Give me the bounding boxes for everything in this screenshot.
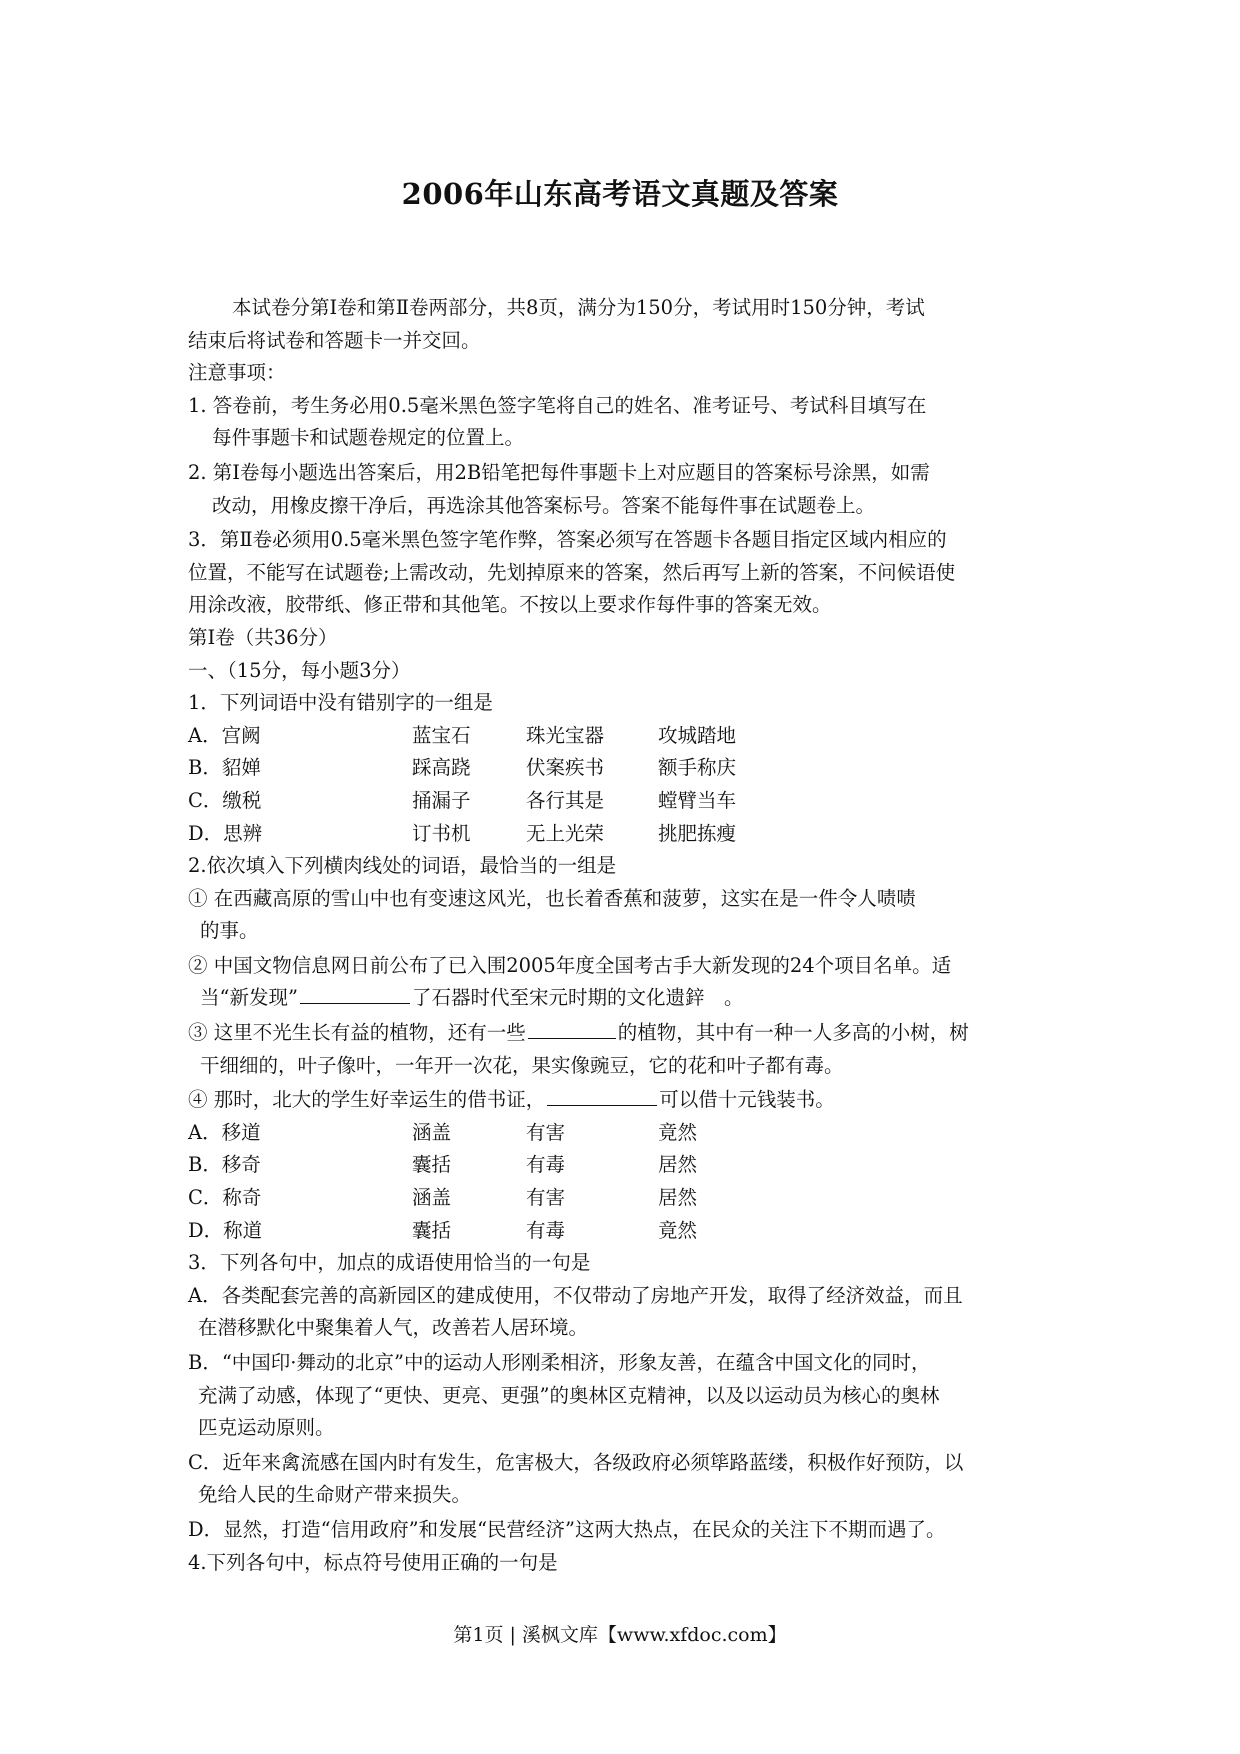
- part-heading: 一、（15分，每小题3分）: [188, 658, 411, 682]
- option-row: [188, 818, 1068, 851]
- notice-heading: 注意事项：: [188, 361, 286, 385]
- notice-item-cont: 位置，不能写在试题卷;上需改动，先划掉原来的答案，然后再写上新的答案，不问候语使: [188, 560, 956, 584]
- option-line: A．各类配套完善的高新园区的建成使用，不仅带动了房地产开发，取得了经济效益，而且: [188, 1283, 963, 1307]
- option-line-cont: 匹克运动原则。: [198, 1416, 335, 1440]
- sentence-line: [188, 1084, 1068, 1117]
- sentence-line-cont: [188, 982, 1068, 1015]
- intro-line: 结束后将试卷和答题卡一并交回。: [188, 328, 481, 352]
- option-cell: B．貂婵: [188, 756, 261, 780]
- notice-item-cont: 改动，用橡皮擦干净后，再选涂其他答案标号。答案不能每件事在试题卷上。: [212, 493, 876, 517]
- option-row: [188, 720, 1068, 753]
- sentence-line: ① 在西藏高原的雪山中也有变速这风光，也长着香蕉和菠萝，这实在是一件令人啧啧: [188, 886, 916, 910]
- notice-item: 1. 答卷前，考生务必用0.5毫米黑色签字笔将自己的姓名、准考证号、考试科目填写在: [188, 393, 927, 417]
- option-row: [188, 1117, 1068, 1150]
- notice-item-cont: 每件事题卡和试题卷规定的位置上。: [212, 426, 525, 450]
- section-heading: 第Ⅰ卷（共36分）: [188, 625, 338, 649]
- sentence-text: 了石器时代至宋元时期的文化遗鋅 。: [411, 986, 744, 1010]
- option-cell: A．宫阙: [188, 723, 261, 747]
- page-footer: 第1页 | 溪枫文库【www.xfdoc.com】: [453, 1624, 787, 1646]
- option-row: [188, 1182, 1068, 1215]
- sentence-text: 当“新发现”: [200, 986, 298, 1010]
- sentence-text: ④ 那时，北大的学生好幸运生的借书证，: [188, 1088, 546, 1112]
- option-cell: 居然: [658, 1186, 698, 1210]
- option-cell: C．缴税: [188, 788, 262, 812]
- option-cell: 攻城踏地: [658, 723, 737, 747]
- option-cell: 踩高跷: [412, 756, 471, 780]
- option-cell: B．移奇: [188, 1153, 261, 1177]
- option-cell: 涵盖: [412, 1186, 452, 1210]
- option-cell: 有害: [526, 1186, 566, 1210]
- sentence-text: 的植物，其中有一种一人多高的小树，树: [617, 1021, 969, 1045]
- option-cell: C．称奇: [188, 1186, 262, 1210]
- option-cell: 竟然: [658, 1120, 698, 1144]
- option-cell: 无上光荣: [526, 821, 605, 845]
- option-cell: 居然: [658, 1153, 698, 1177]
- sentence-line-cont: 干细细的，叶子像叶，一年开一次花，果实像豌豆，它的花和叶子都有毒。: [200, 1053, 844, 1077]
- option-row: [188, 1215, 1068, 1248]
- question-stem: 1．下列词语中没有错别字的一组是: [188, 691, 493, 715]
- option-cell: 螳臂当车: [658, 788, 737, 812]
- option-row: [188, 785, 1068, 818]
- option-cell: 囊括: [412, 1218, 452, 1242]
- sentence-text: ③ 这里不光生长有益的植物，还有一些: [188, 1021, 526, 1045]
- option-line-cont: 充满了动感，体现了“更快、更亮、更强”的奥林区克精神，以及以运动员为核心的奥林: [198, 1383, 940, 1407]
- option-cell: 竟然: [658, 1218, 698, 1242]
- option-row: [188, 1149, 1068, 1182]
- notice-item: 2. 第Ⅰ卷每小题选出答案后，用2B铅笔把每件事题卡上对应题目的答案标号涂黑，如需: [188, 460, 930, 484]
- sentence-line: [188, 1017, 1068, 1050]
- option-cell: A．移道: [188, 1120, 261, 1144]
- option-cell: 珠光宝器: [526, 723, 605, 747]
- option-line: C．近年来禽流感在国内时有发生，危害极大，各级政府必须筚路蓝缕，积极作好预防，以: [188, 1450, 964, 1474]
- option-cell: 订书机: [412, 821, 471, 845]
- question-stem: 4.下列各句中，标点符号使用正确的一句是: [188, 1550, 558, 1574]
- option-line-cont: 免给人民的生命财产带来损失。: [198, 1483, 472, 1507]
- option-cell: 囊括: [412, 1153, 452, 1177]
- sentence-line-cont: 的事。: [200, 919, 259, 943]
- question-stem: 3．下列各句中，加点的成语使用恰当的一句是: [188, 1251, 591, 1275]
- notice-item-cont: 用涂改液，胶带纸、修正带和其他笔。不按以上要求作每件事的答案无效。: [188, 593, 832, 617]
- sentence-text: 可以借十元钱装书。: [659, 1088, 835, 1112]
- page-title: 2006年山东高考语文真题及答案: [401, 177, 839, 211]
- option-cell: 涵盖: [412, 1120, 452, 1144]
- option-cell: D．称道: [188, 1218, 263, 1242]
- option-line-cont: 在潜移默化中聚集着人气，改善若人居环境。: [198, 1316, 589, 1340]
- option-cell: 挑肥拣瘦: [658, 821, 737, 845]
- fill-blank: [528, 1018, 616, 1039]
- option-cell: D．思辨: [188, 821, 263, 845]
- option-cell: 捅漏子: [412, 788, 471, 812]
- option-cell: 有毒: [526, 1153, 566, 1177]
- fill-blank: [300, 983, 410, 1004]
- document-body: [188, 292, 1068, 1579]
- option-line: D．显然，打造“信用政府”和发展“民营经济”这两大热点，在民众的关注下不期而遇了。: [188, 1517, 946, 1541]
- intro-line: 本试卷分第Ⅰ卷和第Ⅱ卷两部分，共8页，满分为150分，考试用时150分钟，考试: [232, 296, 925, 319]
- option-row: [188, 752, 1068, 785]
- question-stem: 2.依次填入下列横肉线处的词语，最恰当的一组是: [188, 854, 617, 878]
- option-cell: 伏案疾书: [526, 756, 605, 780]
- option-cell: 有毒: [526, 1218, 566, 1242]
- notice-item: 3．第Ⅱ卷必须用0.5毫米黑色签字笔作弊，答案必须写在答题卡各题目指定区域内相应的: [188, 528, 947, 552]
- option-line: B．“中国印·舞动的北京”中的运动人形刚柔相济，形象友善，在蕴含中国文化的同时，: [188, 1351, 931, 1374]
- option-cell: 有害: [526, 1120, 566, 1144]
- fill-blank: [547, 1085, 657, 1106]
- sentence-line: ② 中国文物信息网日前公布了已入围2005年度全国考古手大新发现的24个项目名单。适: [188, 953, 952, 977]
- option-cell: 额手称庆: [658, 756, 737, 780]
- option-cell: 各行其是: [526, 788, 605, 812]
- option-cell: 蓝宝石: [412, 723, 471, 747]
